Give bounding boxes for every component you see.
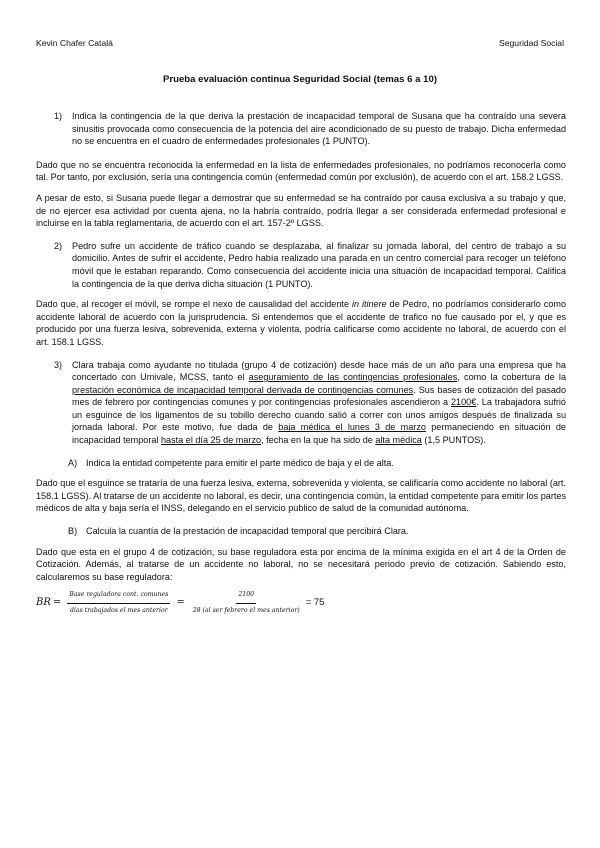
sub-question-b [36, 525, 566, 538]
question-text: . La trabajadora sufrió un esguince de los ligamentos de su tobillo derecho cuando salió a correr con unos amigos después de finalizada su jornada laboral. Por este motivo, fue dada de [72, 397, 566, 433]
formula-fraction-1 [67, 589, 170, 617]
underlined-text: hasta el día 25 de marzo [160, 435, 262, 446]
question-number: 3) [54, 359, 63, 370]
question-text: Indica la contingencia de la que deriva la prestación de incapacidad temporal de Susana que ha contraído una severa sinusitis provocada como consecuencia de la potencia del aire acondicionado de su puesto de trabajo. Dicha enfermedad no se encuentra en el cuadro de enfermedades profesionales (1 PUNTO). [72, 111, 566, 147]
question-text: Pedro sufre un accidente de tráfico cuando se desplazaba, al finalizar su jornada laboral, del centro de trabajo a su domicilio. Antes de sufrir el accidente, Pedro había realizado una parada en un centro comercial para recoger un teléfono móvil que le estaban reparando. Como consecuencia del accidente inicia una situación de incapacidad temporal. Califica la contingencia de la que deriva dicha situación (1 PUNTO). [72, 240, 566, 289]
answer-b: Dado que esta en el grupo 4 de cotización, su base reguladora esta por encima de la mínima exigida en el art 4 de la Orden de Cotización. Además, al tratarse de un accidente no laboral, no se necesitará periodo previo de cotización. Sabiendo esto, calcularemos su base reguladora: [36, 546, 566, 582]
sub-question-number: B) [68, 526, 78, 537]
fraction-numerator: Base reguladora cont. comunes [67, 589, 170, 604]
base-reguladora-formula [36, 589, 566, 617]
formula-lhs: BR [36, 597, 51, 609]
underlined-text: prestación económica de incapacidad temporal derivada de contingencias comunes [72, 384, 414, 395]
formula-equals: = [176, 597, 185, 609]
fraction-denominator: 28 (al ser febrero el mes anterior) [192, 607, 300, 614]
underlined-text: aseguramiento de las contingencias profesionales [248, 372, 458, 383]
header-author: Kevin Chafer Catalá [36, 38, 113, 48]
answer-text: Dado que, al recoger el móvil, se rompe el nexo de causalidad del accidente [36, 299, 352, 310]
formula-result: = 75 [305, 597, 325, 609]
sub-question-text: Indica la entidad competente para emitir el parte médico de baja y el de alta. [86, 457, 394, 468]
fraction-numerator: 2100 [236, 589, 256, 604]
underlined-text: alta médica [375, 435, 422, 446]
answer-1-paragraph-1: Dado que no se encuentra reconocida la enfermedad en la lista de enfermedades profesionales, no podríamos reconocerla como tal. Por tanto, por exclusión, sería una contingencia común (enfermedad común por exclusión), de acuerdo con el art. 158.2 LGSS. [36, 159, 566, 183]
formula-fraction-2 [191, 589, 302, 617]
answer-2 [36, 298, 566, 348]
answer-a: Dado que el esguince se trataría de una fuerza lesiva, externa, sobrevenida y violenta, se calificaría como accidente no laboral (art. 158.1 LGSS). Al tratarse de un accidente no laboral, es decir, una contingencia común, la entidad competente para emitir los partes médicos de alta y baja sería el INSS, delegando en el servicio publico de salud de la comunidad autónoma. [36, 478, 566, 514]
sub-question-text: Calcula la cuantía de la prestación de incapacidad temporal que percibirá Clara. [86, 526, 409, 537]
sub-question-a [36, 457, 566, 470]
question-text: , fecha en la que ha sido de [261, 435, 376, 446]
fraction-denominator: días trabajados el mes anterior [69, 607, 168, 614]
question-text: , como la cobertura de la [457, 372, 566, 383]
header-subject: Seguridad Social [499, 38, 564, 48]
question-number: 2) [54, 240, 63, 251]
italic-term: in itinere [351, 299, 387, 310]
question-text: Clara trabaja como ayudante no titulada (grupo 4 de cotización) desde hace más de un año para una empresa que ha concertado con Umivale, MCSS, tanto el [72, 359, 566, 383]
question-1 [36, 110, 566, 148]
question-text: (1,5 PUNTOS). [421, 435, 486, 446]
underlined-text: baja médica el lunes 3 de marzo [278, 422, 426, 433]
sub-question-number: A) [68, 457, 78, 468]
question-3 [36, 359, 566, 447]
question-text: . Sus bases de cotización del pasado mes de febrero por contingencias comunes y por contingencias profesionales ascendieron a [72, 384, 567, 408]
question-2 [36, 240, 566, 290]
question-text: permaneciendo en situación de incapacidad temporal [72, 422, 566, 446]
document-body [36, 100, 566, 618]
question-number: 1) [54, 111, 63, 121]
answer-text: de Pedro, no podríamos considerarlo como accidente laboral de acuerdo con la jurisprudencia. Si entendemos que el accidente de trafico no fue causado por el, y que es producido por una fuerza lesiva, sobrevenida, externa y violenta, podría calificarse como accidente no laboral, de acuerdo con el art. 158.1 LGSS. [36, 299, 567, 347]
formula-equals: = [52, 597, 62, 609]
document-title: Prueba evaluación continua Seguridad Social (temas 6 a 10) [162, 74, 438, 85]
answer-1-paragraph-2: A pesar de esto, si Susana puede llegar a demostrar que su enfermedad se ha contraído por causa exclusiva a su trabajo y que, de no ejercer esa actividad por cuenta ajena, no la habría contraído, podría llegar a ser considerada enfermedad profesional e incluirse en la tabla reglamentaria, de acuerdo con el art. 157-2º LGSS. [36, 192, 566, 229]
underlined-text: 2100€ [451, 397, 477, 408]
